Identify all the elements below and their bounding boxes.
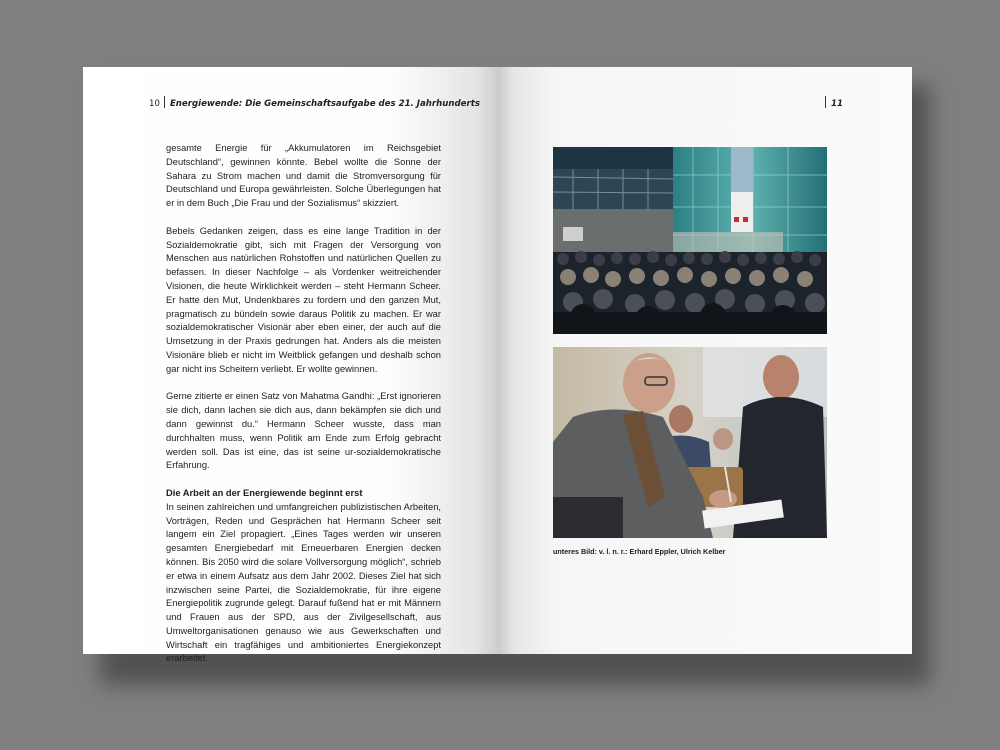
paragraph-2: Bebels Gedanken zeigen, dass es eine lange Tradition in der Sozialdemokratie gibt, sich mit Fragen der Versorgung von Menschen aus natürlichen Rohstoffen und natürlichen Quellen zu befassen. In dieser Nachfolge – als Vordenker weitreichender Visionen, die heute Wirklichkeit werden – steht Hermann Scheer. Er hatte den Mut, Undenkbares zu fordern und den ganzen Mut, pragmatisch zu bündeln sowie daraus Politik zu machen. Er war sozialdemokratischer Visionär aber eben einer, der auch auf die Umsetzung in der Praxis gedrungen hat. Anders als die meisten Visionäre blieb er nicht im Weitblick gefangen und deshalb schon gar nicht ins Scheitern verliebt. Er wollte gewinnen. bbox=[166, 225, 441, 374]
header-divider bbox=[164, 96, 165, 108]
section-heading: Die Arbeit an der Energiewende beginnt erst bbox=[166, 487, 363, 498]
conference-hall-photo bbox=[553, 147, 827, 334]
right-page bbox=[497, 67, 912, 654]
header-divider bbox=[825, 96, 826, 108]
page-number-right: 11 bbox=[831, 99, 843, 109]
running-title: Energiewende: Die Gemeinschaftsaufgabe des 21. Jahrhunderts bbox=[169, 99, 480, 109]
photo-caption: unteres Bild: v. l. n. r.: Erhard Eppler, Ulrich Kelber bbox=[553, 547, 726, 556]
left-page bbox=[83, 67, 497, 664]
body-text bbox=[166, 142, 441, 680]
right-header bbox=[825, 96, 843, 109]
audience-closeup-photo bbox=[553, 347, 827, 538]
book-spread bbox=[83, 67, 912, 664]
paragraph-3: Gerne zitierte er einen Satz von Mahatma Gandhi: „Erst ignorieren sie dich, dann lachen sie dich aus, dann bekämpfen sie dich und dann gewinnst du.“ Hermann Scheer wusste, dass man durchhalten muss, wenn Politik am Ende zum Erfolg gebracht werden soll. Das ist eine, das ist seine ur-sozialdemokratische Erfahrung. bbox=[166, 391, 441, 471]
paragraph-4: In seinen zahlreichen und umfangreichen publizistischen Arbeiten, Vorträgen, Reden und Gesprächen hat Hermann Scheer seit langem ein Ziel propagiert. „Eines Tages werden wir unseren gesamten Energiebedarf mit Erneuerbaren Energien decken können. Bis 2050 wird die solare Vollversorgung möglich“, schrieb er etwa in einem Aufsatz aus dem Jahr 2002. Dieses Ziel hat sich inzwischen seine Partei, die Sozialdemokratie, für ihre eigene Energiepolitik zugrunde gelegt. Darauf fußend hat er mit Männern und Frauen aus der SPD, aus der Zivilgesellschaft, aus Umweltorganisationen genauso wie aus Gewerkschaften und Wirtschaft ein tragfähiges und ambitioniertes Energiekonzept erarbeitet. bbox=[166, 501, 441, 664]
page-number-left: 10 bbox=[149, 99, 160, 109]
paragraph-1: gesamte Energie für „Akkumulatoren im Reichsgebiet Deutschland“, gewinnen könnte. Bebel wollte die Sonne der Sahara zu Strom machen und damit die Stromversorgung für Deutschland und Europa gewährleisten. Solche Überlegungen hat er in dem Buch „Die Frau und der Sozialismus“ skizziert. bbox=[166, 143, 441, 209]
left-header bbox=[149, 96, 480, 109]
